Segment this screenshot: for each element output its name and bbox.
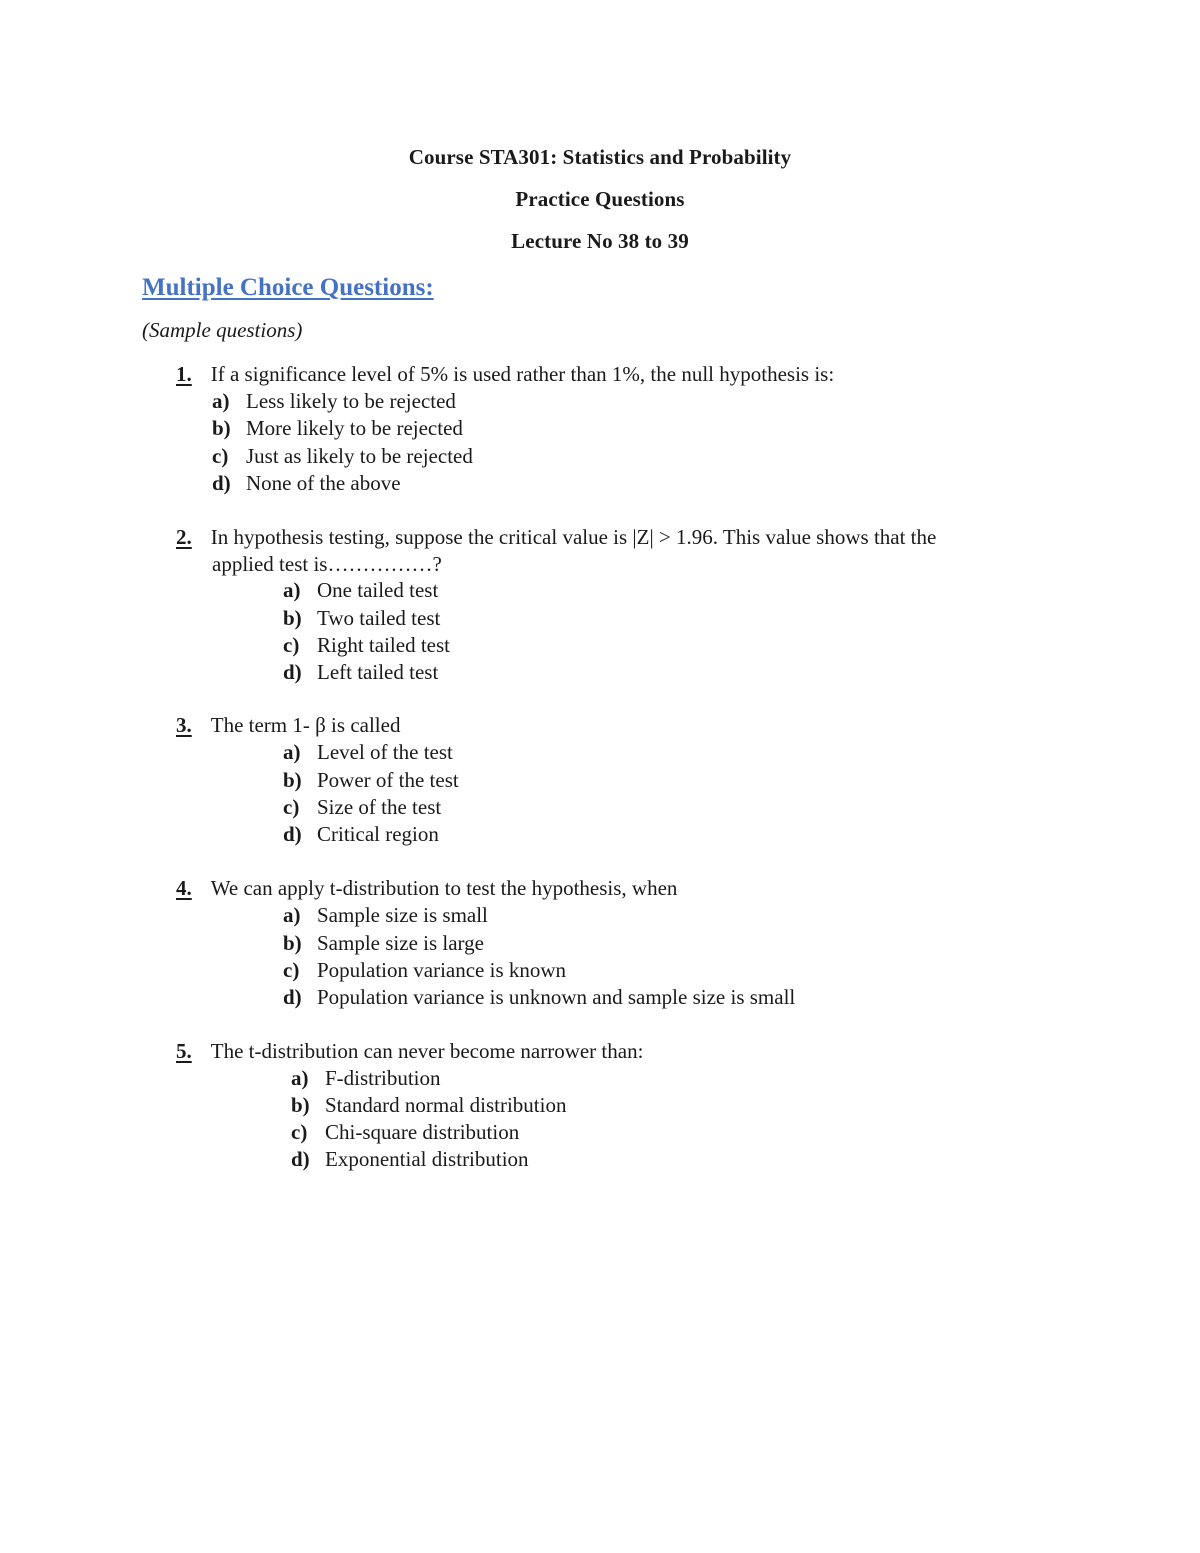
question-number: 1. [176,362,192,386]
question-text: If a significance level of 5% is used rather than 1%, the null hypothesis is: [210,362,835,386]
option-a: a) Level of the test [283,740,453,764]
question-number: 4. [176,876,192,900]
option-a: a) F-distribution [291,1066,441,1090]
option-c: c) Size of the test [283,795,442,819]
option-d: d) Exponential distribution [291,1147,529,1171]
option-b: b) Standard normal distribution [291,1093,567,1117]
option-b: b) Two tailed test [283,606,441,630]
option-b: b) Sample size is large [283,931,484,955]
question-number: 5. [176,1039,192,1063]
option-a: a) Sample size is small [283,903,488,927]
question-text: The t-distribution can never become narrower than: [210,1039,644,1063]
option-c: c) Right tailed test [283,633,450,657]
option-d: d) None of the above [212,471,401,495]
option-d: d) Critical region [283,822,439,846]
option-b: b) Power of the test [283,768,459,792]
question-2-line-2: applied test is……………? [212,552,442,576]
option-c: c) Chi-square distribution [291,1120,520,1144]
question-number: 3. [176,713,192,737]
sample-note: (Sample questions) [142,318,303,342]
question-3-line-1 [176,712,400,739]
option-a: a) Less likely to be rejected [212,389,456,413]
question-text: We can apply t-distribution to test the hypothesis, when [210,876,678,900]
document-subtitle: Practice Questions [515,187,685,211]
section-heading: Multiple Choice Questions: [142,274,434,301]
question-2-line-1 [176,524,936,551]
option-c: c) Just as likely to be rejected [212,444,473,468]
option-b: b) More likely to be rejected [212,416,463,440]
option-d: d) Population variance is unknown and sample size is small [283,985,796,1009]
question-4-line-1 [176,875,677,902]
course-title: Course STA301: Statistics and Probability [408,145,792,169]
option-d: d) Left tailed test [283,660,439,684]
question-1-line-1 [176,361,834,388]
lecture-range: Lecture No 38 to 39 [511,229,689,253]
question-5-line-1 [176,1038,643,1065]
question-text: The term 1- β is called [210,713,401,737]
question-number: 2. [176,525,192,549]
question-text: In hypothesis testing, suppose the critical value is |Z| > 1.96. This value shows that the [210,525,937,549]
option-c: c) Population variance is known [283,958,567,982]
option-a: a) One tailed test [283,578,439,602]
